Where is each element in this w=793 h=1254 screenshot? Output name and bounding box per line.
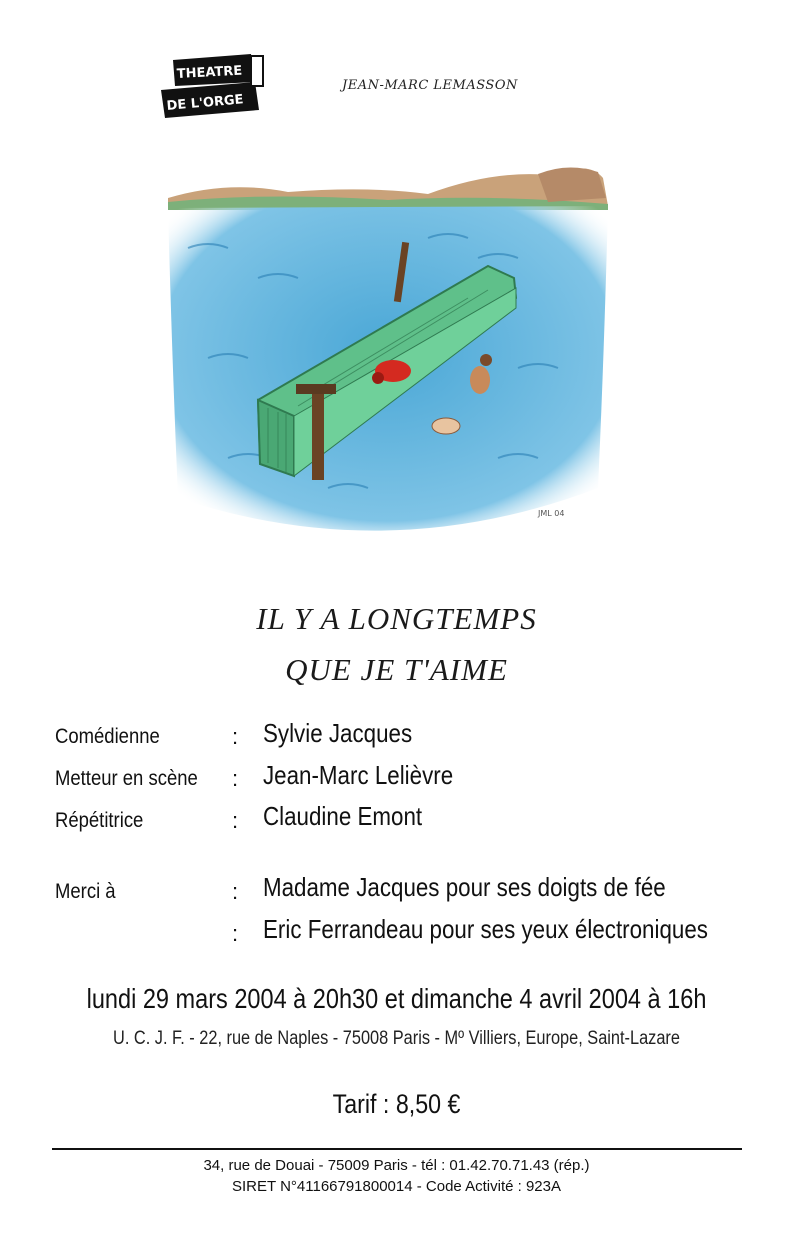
credit-value-metteur: Jean-Marc Lelièvre [263, 760, 454, 790]
performance-dates: lundi 29 mars 2004 à 20h30 et dimanche 4 avril 2004 à 16h [86, 983, 707, 1014]
boat-illustration [168, 158, 608, 558]
footer-address: 34, rue de Douai - 75009 Paris - tél : 01.42.70.71.43 (rép.) [203, 1157, 590, 1174]
credit-colon: : [232, 766, 239, 791]
illustration-signature: JML 04 [538, 509, 565, 518]
thanks-colon: : [232, 921, 239, 946]
venue-address: U. C. J. F. - 22, rue de Naples - 75008 Paris - Mº Villiers, Europe, Saint-Lazare [113, 1028, 680, 1049]
footer-divider [52, 1148, 742, 1150]
credit-colon: : [232, 808, 239, 833]
thanks-line-1: Madame Jacques pour ses doigts de fée [263, 872, 666, 902]
thanks-line-2: Eric Ferrandeau pour ses yeux électroniques [263, 914, 708, 944]
thanks-colon: : [232, 879, 239, 904]
credit-value-repetitrice: Claudine Emont [263, 801, 423, 831]
credit-label-repetitrice: Répétitrice [55, 809, 144, 832]
credit-label-metteur: Metteur en scène [55, 767, 198, 790]
theatre-logo [155, 52, 267, 122]
logo-line1: THEATRE [176, 63, 243, 82]
ticket-price: Tarif : 8,50 € [332, 1089, 461, 1119]
credit-colon: : [232, 724, 239, 749]
play-title-line2: QUE JE T'AIME [285, 652, 508, 687]
play-title-line1: IL Y A LONGTEMPS [256, 601, 537, 636]
logo-line2: DE L'ORGE [166, 92, 245, 114]
thanks-label: Merci à [55, 880, 116, 903]
author-name: JEAN-MARC LEMASSON [342, 78, 518, 93]
footer-siret: SIRET N°41166791800014 - Code Activité : 923A [232, 1178, 561, 1195]
credit-value-comedienne: Sylvie Jacques [263, 718, 413, 748]
credit-label-comedienne: Comédienne [55, 725, 160, 748]
